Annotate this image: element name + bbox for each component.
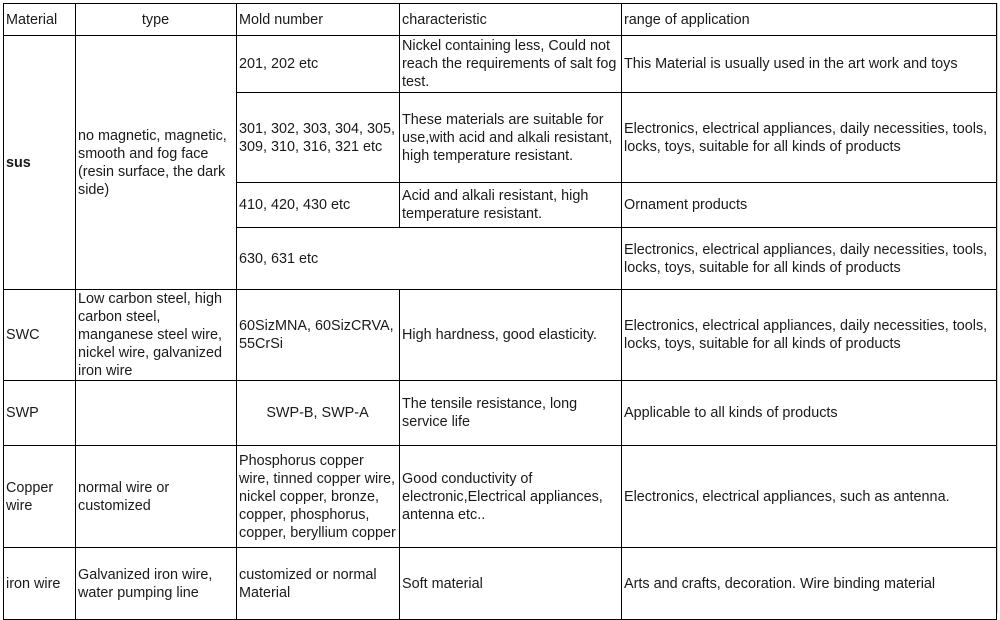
cell-type-iron[interactable]: Galvanized iron wire, water pumping line [76, 548, 237, 620]
header-range-of-application[interactable]: range of application [622, 4, 997, 36]
table-row [4, 290, 997, 381]
table-row [4, 36, 997, 93]
cell-material-sus[interactable]: sus [4, 36, 76, 290]
cell-mold-number[interactable]: 410, 420, 430 etc [237, 183, 400, 228]
header-mold-number[interactable]: Mold number [237, 4, 400, 36]
header-row [4, 4, 997, 36]
cell-material-copper[interactable]: Copper wire [4, 446, 76, 548]
cell-mold-number[interactable]: 301, 302, 303, 304, 305, 309, 310, 316, 321 etc [237, 93, 400, 183]
cell-characteristic[interactable]: High hardness, good elasticity. [400, 290, 622, 381]
table-row [4, 381, 997, 446]
cell-range-of-application[interactable]: This Material is usually used in the art work and toys [622, 36, 997, 93]
cell-characteristic[interactable]: Acid and alkali resistant, high temperature resistant. [400, 183, 622, 228]
cell-material-swp[interactable]: SWP [4, 381, 76, 446]
cell-type-swp[interactable] [76, 381, 237, 446]
cell-range-of-application[interactable]: Electronics, electrical appliances, daily necessities, tools, locks, toys, suitable for all kinds of products [622, 228, 997, 290]
header-characteristic[interactable]: characteristic [400, 4, 622, 36]
cell-characteristic[interactable]: These materials are suitable for use,with acid and alkali resistant, high temperature resistant. [400, 93, 622, 183]
cell-mold-number[interactable]: SWP-B, SWP-A [237, 381, 400, 446]
cell-range-of-application[interactable]: Arts and crafts, decoration. Wire binding material [622, 548, 997, 620]
header-type[interactable]: type [76, 4, 237, 36]
header-material[interactable]: Material [4, 4, 76, 36]
cell-mold-number[interactable]: 630, 631 etc [237, 228, 622, 290]
cell-characteristic[interactable]: Good conductivity of electronic,Electrical appliances, antenna etc.. [400, 446, 622, 548]
cell-mold-number[interactable]: customized or normal Material [237, 548, 400, 620]
cell-range-of-application[interactable]: Electronics, electrical appliances, such as antenna. [622, 446, 997, 548]
cell-characteristic[interactable]: Soft material [400, 548, 622, 620]
cell-range-of-application[interactable]: Electronics, electrical appliances, daily necessities, tools, locks, toys, suitable for all kinds of products [622, 290, 997, 381]
cell-range-of-application[interactable]: Applicable to all kinds of products [622, 381, 997, 446]
cell-range-of-application[interactable]: Ornament products [622, 183, 997, 228]
cell-characteristic[interactable]: Nickel containing less, Could not reach the requirements of salt fog test. [400, 36, 622, 93]
table-row [4, 446, 997, 548]
cell-material-swc[interactable]: SWC [4, 290, 76, 381]
material-spec-table [3, 3, 997, 620]
cell-characteristic[interactable]: The tensile resistance, long service life [400, 381, 622, 446]
cell-mold-number[interactable]: Phosphorus copper wire, tinned copper wire, nickel copper, bronze, copper, phosphorus, copper, beryllium copper [237, 446, 400, 548]
cell-mold-number[interactable]: 60SizMNA, 60SizCRVA, 55CrSi [237, 290, 400, 381]
table-row [4, 548, 997, 620]
cell-type-copper[interactable]: normal wire or customized [76, 446, 237, 548]
cell-material-iron[interactable]: iron wire [4, 548, 76, 620]
cell-mold-number[interactable]: 201, 202 etc [237, 36, 400, 93]
cell-type-swc[interactable]: Low carbon steel, high carbon steel, manganese steel wire, nickel wire, galvanized iron wire [76, 290, 237, 381]
cell-type-sus[interactable]: no magnetic, magnetic, smooth and fog face (resin surface, the dark side) [76, 36, 237, 290]
cell-range-of-application[interactable]: Electronics, electrical appliances, daily necessities, tools, locks, toys, suitable for all kinds of products [622, 93, 997, 183]
